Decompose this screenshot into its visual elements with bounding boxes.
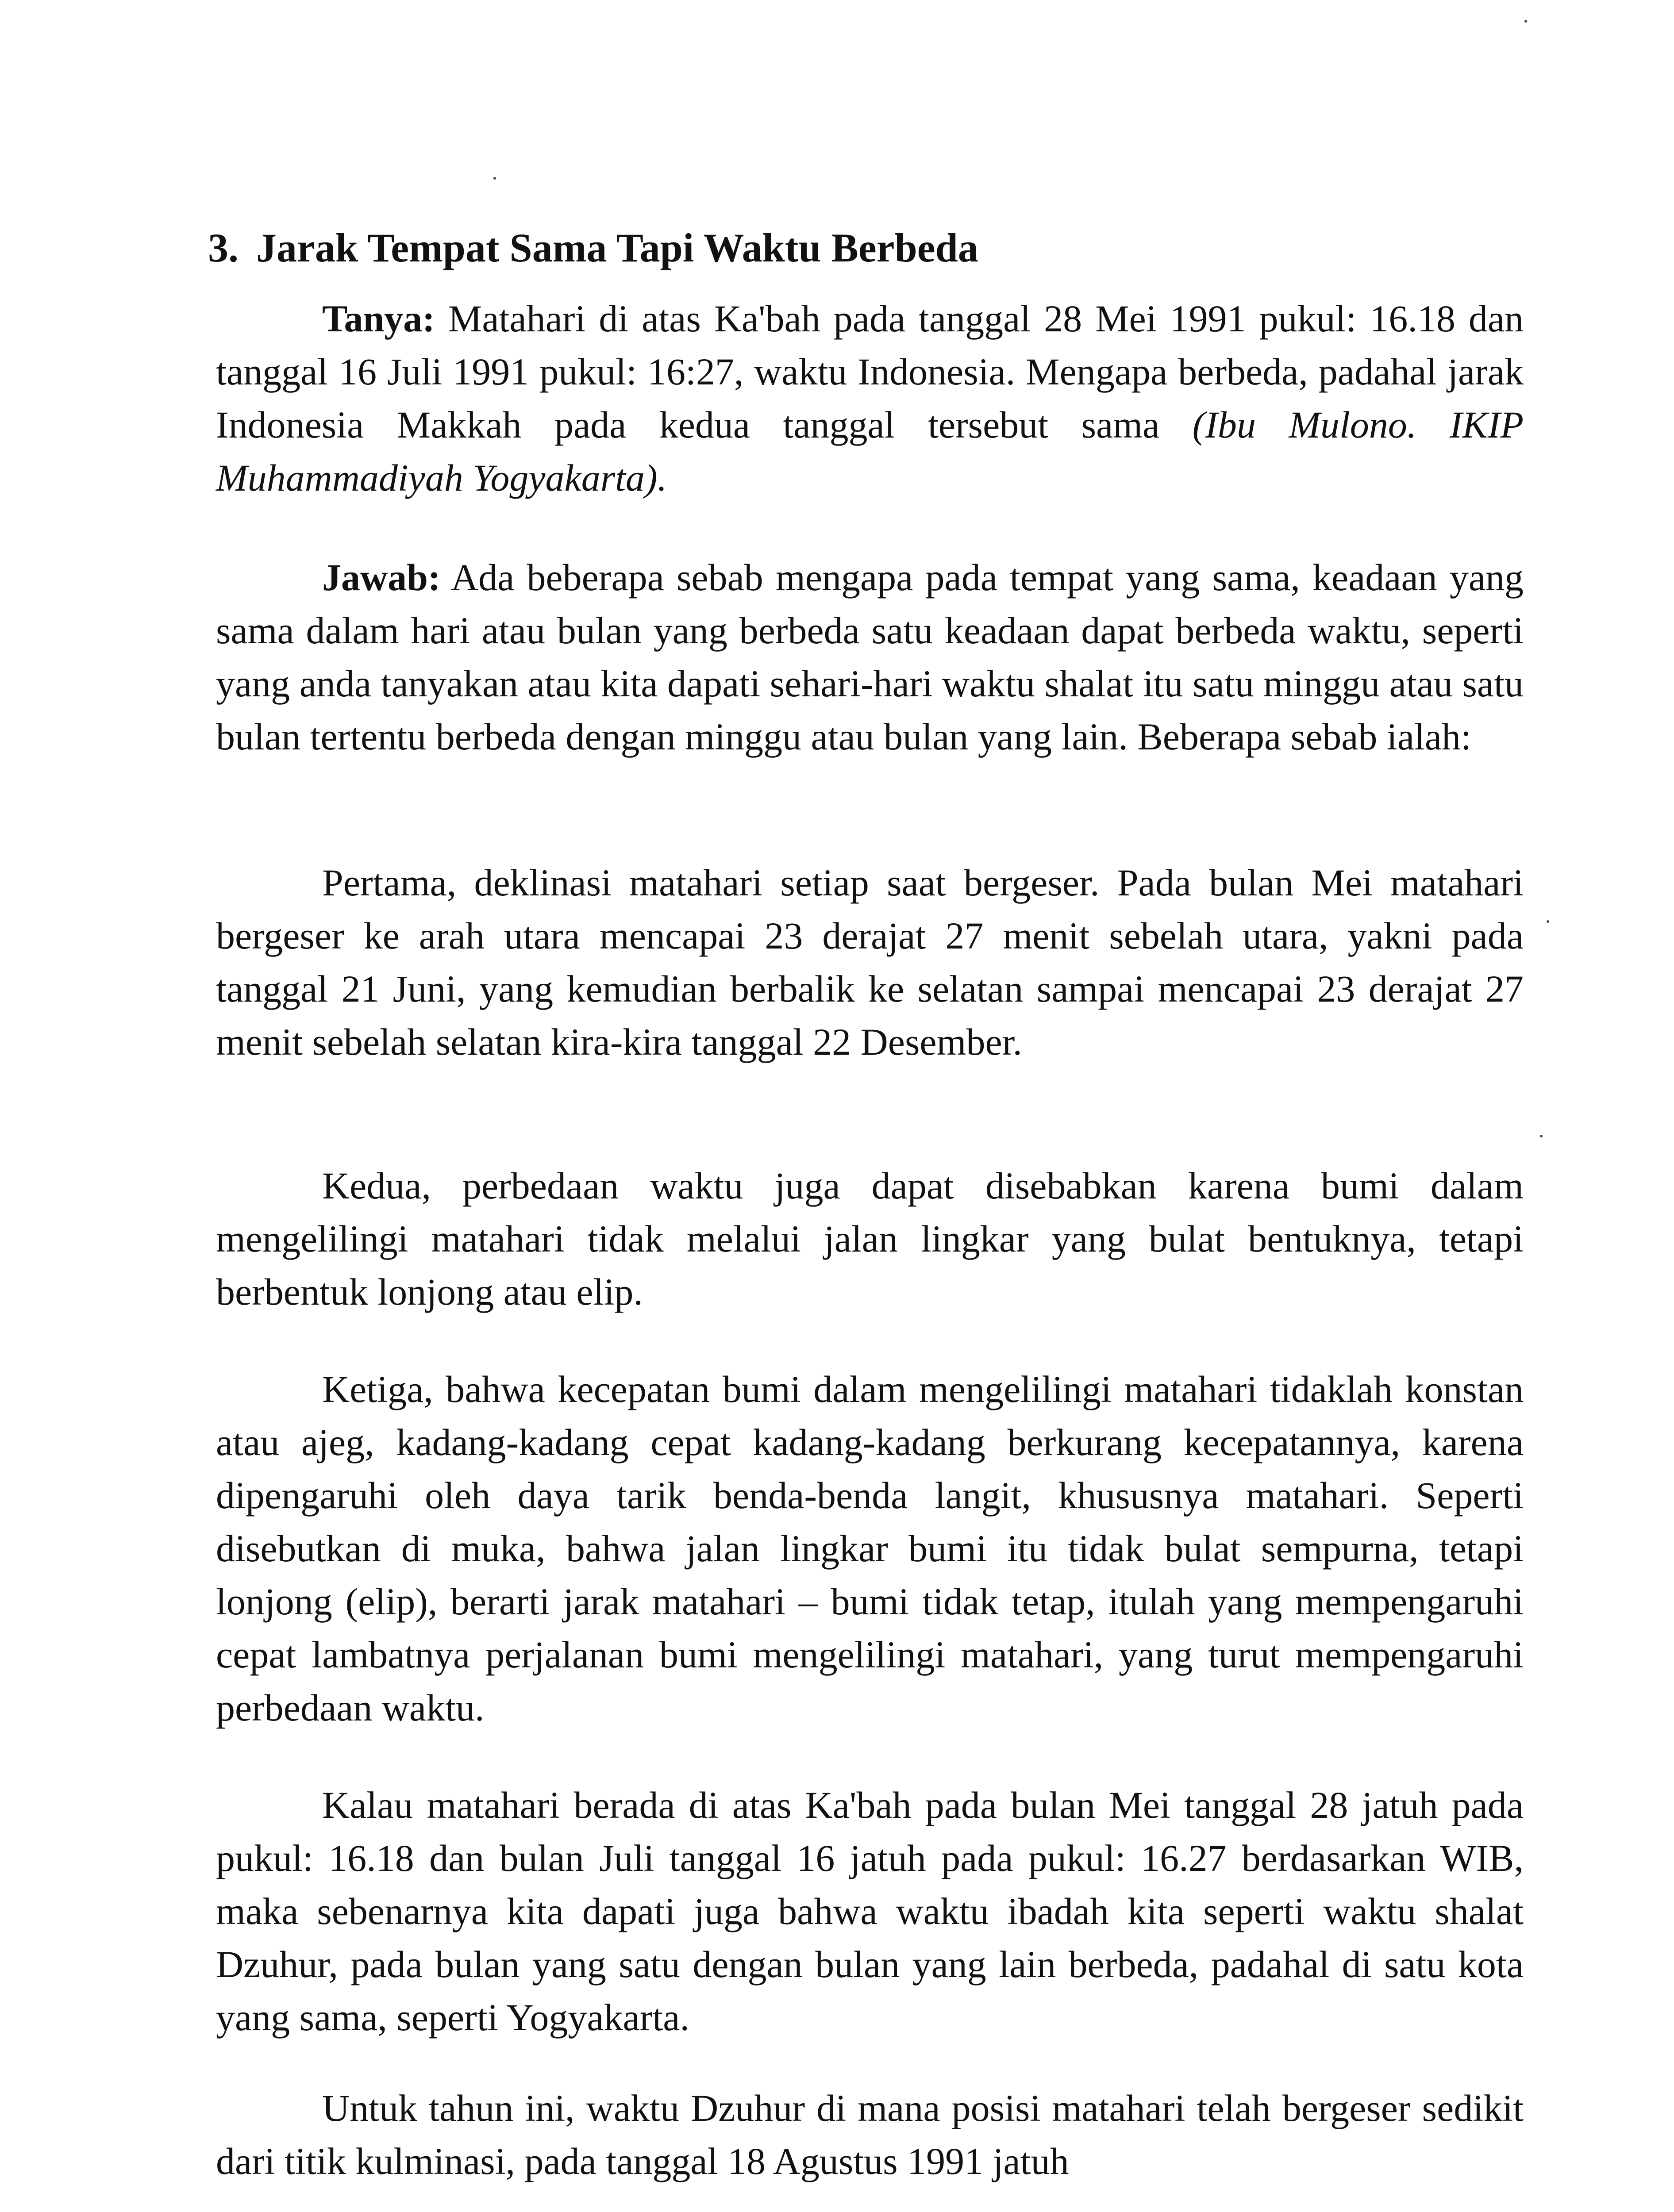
question-label: Tanya: [322,297,435,340]
section-number: 3. [208,225,239,270]
body-paragraph-kalau: Kalau matahari berada di atas Ka'bah pada bulan Mei tanggal 28 jatuh pada pukul: 16.18 dan bulan Juli tanggal 16 jatuh pada pukul: 16.27 berdasarkan WIB, maka sebenarnya kita dapati juga bahwa waktu ibadah kita seperti waktu shalat Dzuhur, pada bulan yang satu dengan bulan yang lain berbeda, padahal di satu kota yang sama, seperti Yogyakarta. [216,1784,1524,2039]
answer-paragraph [216,551,1524,763]
question-citation: (Ibu Mulono. IKIP Muhammadiyah Yogyakarta). [216,403,1524,499]
question-text: Matahari di atas Ka'bah pada tanggal 28 Mei 1991 pukul: 16.18 dan tanggal 16 Juli 1991 pukul: 16:27, waktu Indonesia. Mengapa berbeda, padahal jarak Indonesia Makkah pada kedua tanggal tersebut sama [216,297,1524,446]
scan-speck [493,177,496,180]
body-paragraph-untuk: Untuk tahun ini, waktu Dzuhur di mana posisi matahari telah bergeser sedikit dari titik kulminasi, pada tanggal 18 Agustus 1991 jatuh [216,2087,1524,2182]
scan-speck [1547,920,1549,923]
answer-text: Ada beberapa sebab mengapa pada tempat yang sama, keadaan yang sama dalam hari atau bulan yang berbeda satu keadaan dapat berbeda waktu, seperti yang anda tanyakan atau kita dapati sehari-hari waktu shalat itu satu minggu atau satu bulan tertentu berbeda dengan minggu atau bulan yang lain. Beberapa sebab ialah: [216,556,1524,758]
scan-speck [1524,20,1527,23]
body-paragraph-kedua: Kedua, perbedaan waktu juga dapat disebabkan karena bumi dalam mengelilingi matahari tidak melalui jalan lingkar yang bulat bentuknya, tetapi berbentuk lonjong atau elip. [216,1164,1524,1313]
section-heading [208,221,978,274]
body-paragraph-ketiga: Ketiga, bahwa kecepatan bumi dalam mengelilingi matahari tidaklah konstan atau ajeg, kadang-kadang cepat kadang-kadang berkurang kecepatannya, karena dipengaruhi oleh daya tarik benda-benda langit, khususnya matahari. Seperti disebutkan di muka, bahwa jalan lingkar bumi itu tidak bulat sempurna, tetapi lonjong (elip), berarti jarak matahari – bumi tidak tetap, itulah yang mempengaruhi cepat lambatnya perjalanan bumi mengelilingi matahari, yang turut mempengaruhi perbedaan waktu. [216,1368,1524,1729]
answer-label: Jawab: [322,556,441,599]
body-paragraph-pertama: Pertama, deklinasi matahari setiap saat bergeser. Pada bulan Mei matahari bergeser ke arah utara mencapai 23 derajat 27 menit sebelah utara, yakni pada tanggal 21 Juni, yang kemudian berbalik ke selatan sampai mencapai 23 derajat 27 menit sebelah selatan kira-kira tanggal 22 Desember. [216,861,1524,1063]
question-paragraph [216,292,1524,504]
scan-speck [1540,1135,1543,1137]
section-title: Jarak Tempat Sama Tapi Waktu Berbeda [256,225,978,270]
